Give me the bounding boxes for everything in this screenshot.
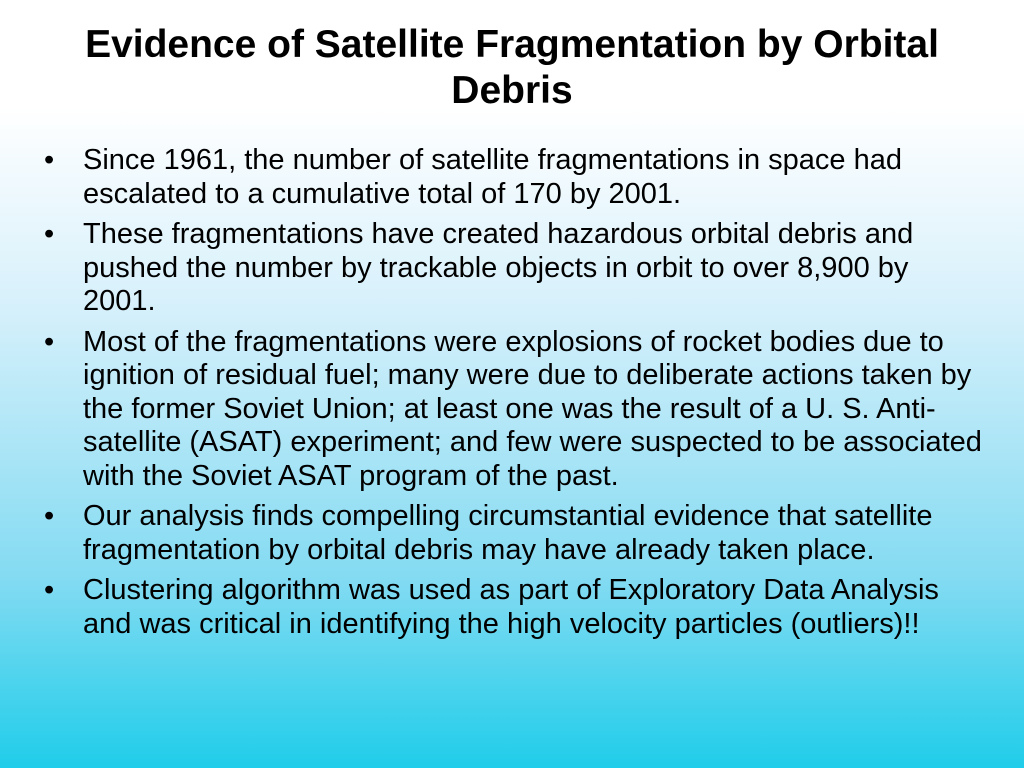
bullet-item-2 bbox=[40, 218, 984, 319]
bullet-dot-icon: • bbox=[44, 574, 55, 606]
bullet-text: Our analysis finds compelling circumstantial evidence that satellite fragmentation by orbital debris may have already taken place. bbox=[83, 500, 933, 566]
bullet-dot-icon: • bbox=[44, 325, 55, 358]
bullet-list bbox=[40, 144, 984, 648]
slide-title: Evidence of Satellite Fragmentation by Orbital Debris bbox=[85, 23, 939, 112]
bullet-dot-icon: • bbox=[44, 218, 55, 250]
bullet-dot-icon: • bbox=[44, 500, 55, 532]
bullet-dot-icon: • bbox=[44, 144, 55, 176]
bullet-item-3 bbox=[40, 326, 984, 494]
bullet-text: Most of the fragmentations were explosions of rocket bodies due to ignition of residual fuel; many were due to deliberate actions taken by the former Soviet Union; at least one was the result of a U. S. Anti-satellite (ASAT) experiment; and few were suspected to be associated with the Soviet ASAT program of the past. bbox=[83, 325, 982, 492]
bullet-item-5 bbox=[40, 574, 984, 641]
bullet-text: Since 1961, the number of satellite fragmentations in space had escalated to a cumulative total of 170 by 2001. bbox=[83, 144, 902, 210]
bullet-item-4 bbox=[40, 500, 984, 567]
bullet-item-1 bbox=[40, 144, 984, 211]
bullet-text: These fragmentations have created hazardous orbital debris and pushed the number by trackable objects in orbit to over 8,900 by 2001. bbox=[83, 218, 914, 317]
bullet-text: Clustering algorithm was used as part of Exploratory Data Analysis and was critical in identifying the high velocity particles (outliers)!! bbox=[83, 574, 939, 640]
